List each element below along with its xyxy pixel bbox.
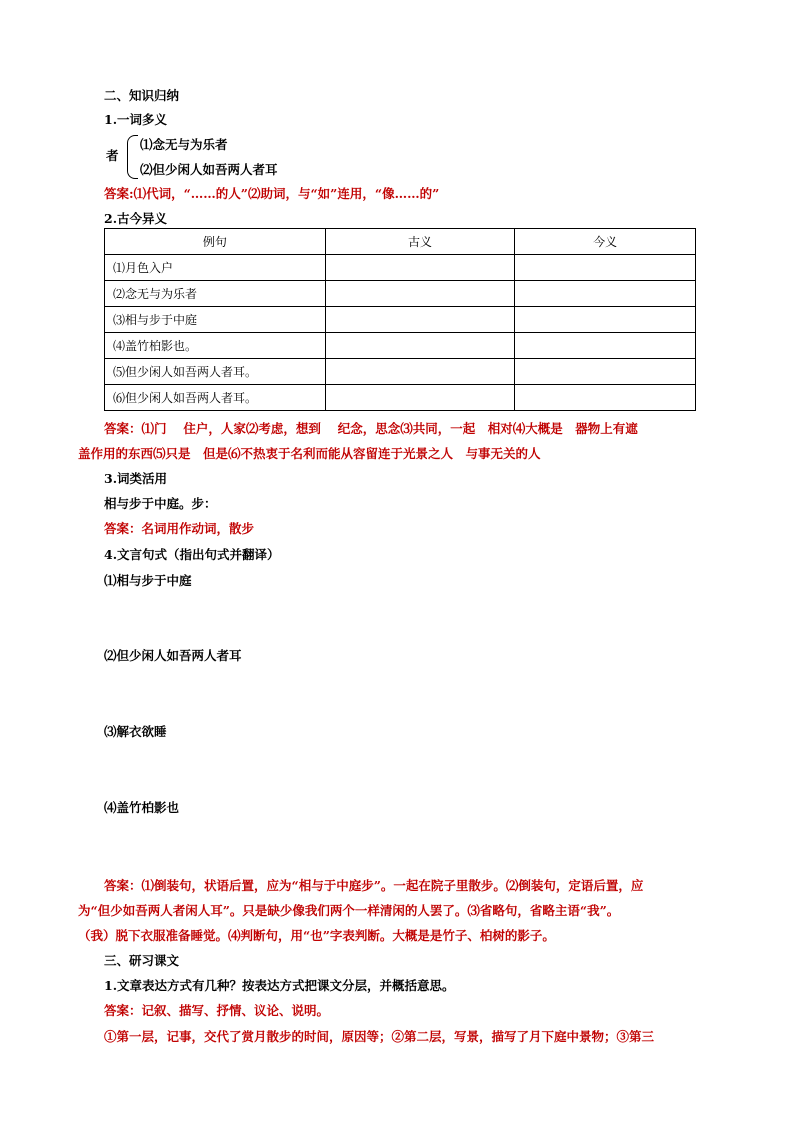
table-row bbox=[105, 255, 696, 281]
sentence-question-2: ⑵但少闲人如吾两人者耳 bbox=[104, 648, 242, 663]
table-cell: ⑸但少闲人如吾两人者耳。 bbox=[105, 359, 326, 385]
table-cell: ⑵念无与为乐者 bbox=[105, 281, 326, 307]
table-cell bbox=[515, 307, 696, 333]
table-cell bbox=[325, 359, 515, 385]
table-row bbox=[105, 307, 696, 333]
table-cell bbox=[325, 255, 515, 281]
table-header-row bbox=[105, 229, 696, 255]
polysemy-word: 者 bbox=[106, 148, 119, 163]
section-title: 二、知识归纳 bbox=[104, 88, 180, 103]
table-cell bbox=[515, 359, 696, 385]
table-cell: ⑹但少闲人如吾两人者耳。 bbox=[105, 385, 326, 411]
table-cell bbox=[515, 385, 696, 411]
answer-study-1: 答案：记叙、描写、抒情、议论、说明。 bbox=[104, 1003, 330, 1018]
table-cell: ⑷盖竹柏影也。 bbox=[105, 333, 326, 359]
polysemy-item-2: ⑵但少闲人如吾两人者耳 bbox=[140, 162, 278, 177]
answer-sentence-line-3: （我）脱下衣服准备睡觉。⑷判断句，用“也”字表判断。大概是是竹子、柏树的影子。 bbox=[78, 928, 555, 943]
polysemy-item-1: ⑴念无与为乐者 bbox=[140, 137, 228, 152]
table-header-cell: 古义 bbox=[325, 229, 515, 255]
table-cell bbox=[325, 281, 515, 307]
brace bbox=[127, 135, 138, 179]
table-row bbox=[105, 359, 696, 385]
answer-word-class: 答案：名词用作动词，散步 bbox=[104, 521, 255, 536]
subsection-heading-4: 4.文言句式（指出句式并翻译） bbox=[104, 547, 280, 562]
subsection-heading-1: 1.一词多义 bbox=[104, 112, 168, 127]
answer-meaning-line-2: 盖作用的东西⑸只是 但是⑹不热衷于名利而能从容留连于光景之人 与事无关的人 bbox=[78, 446, 541, 461]
table-row bbox=[105, 333, 696, 359]
table-header-cell: 今义 bbox=[515, 229, 696, 255]
answer-sentence-line-1: 答案：⑴倒装句，状语后置，应为“相与于中庭步”。一起在院子里散步。⑵倒装句，定语后置，应 bbox=[104, 878, 644, 893]
section-title-3: 三、研习课文 bbox=[104, 953, 180, 968]
table-cell bbox=[325, 307, 515, 333]
sentence-question-1: ⑴相与步于中庭 bbox=[104, 573, 192, 588]
answer-study-2: ①第一层，记事，交代了赏月散步的时间，原因等；②第二层，写景，描写了月下庭中景物；③第三 bbox=[104, 1029, 655, 1044]
table-cell bbox=[515, 333, 696, 359]
answer-polysemy: 答案:⑴代词，“……的人”⑵助词，与“如”连用，“像……的” bbox=[104, 186, 440, 201]
subsection-heading-2: 2.古今异义 bbox=[104, 211, 168, 226]
answer-sentence-line-2: 为“但少如吾两人者闲人耳”。只是缺少像我们两个一样清闲的人罢了。⑶省略句，省略主语“我”。 bbox=[78, 903, 620, 918]
table-cell: ⑶相与步于中庭 bbox=[105, 307, 326, 333]
table-cell bbox=[325, 333, 515, 359]
study-question-1: 1.文章表达方式有几种？按表达方式把课文分层，并概括意思。 bbox=[104, 978, 455, 993]
sentence-question-4: ⑷盖竹柏影也 bbox=[104, 800, 180, 815]
table-cell: ⑴月色入户 bbox=[105, 255, 326, 281]
sentence-question-3: ⑶解衣欲睡 bbox=[104, 724, 167, 739]
table-row bbox=[105, 281, 696, 307]
answer-meaning-line-1: 答案：⑴门 住户，人家⑵考虑，想到 纪念，思念⑶共同，一起 相对⑷大概是 器物上有遮 bbox=[104, 421, 638, 436]
subsection-heading-3: 3.词类活用 bbox=[104, 471, 168, 486]
meaning-table bbox=[104, 228, 696, 411]
table-cell bbox=[515, 255, 696, 281]
table-cell bbox=[325, 385, 515, 411]
table-row bbox=[105, 385, 696, 411]
table-cell bbox=[515, 281, 696, 307]
table-header-cell: 例句 bbox=[105, 229, 326, 255]
word-class-sentence: 相与步于中庭。步： bbox=[104, 496, 217, 511]
